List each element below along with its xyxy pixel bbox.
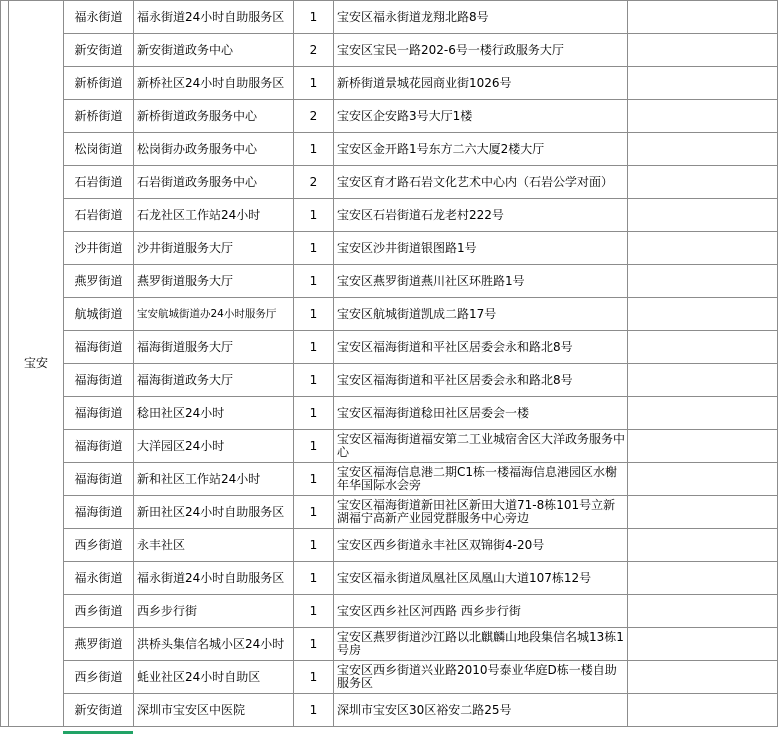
street-cell[interactable]: 福永街道 xyxy=(64,1,134,34)
empty-cell[interactable] xyxy=(628,331,778,364)
empty-cell[interactable] xyxy=(628,496,778,529)
address-cell[interactable]: 新桥街道景城花园商业街1026号 xyxy=(334,67,628,100)
count-cell[interactable]: 1 xyxy=(294,661,334,694)
empty-cell[interactable] xyxy=(628,430,778,463)
address-cell[interactable]: 宝安区航城街道凯成二路17号 xyxy=(334,298,628,331)
service-name-cell[interactable]: 永丰社区 xyxy=(134,529,294,562)
service-name-cell[interactable]: 宝安航城街道办24小时服务厅 xyxy=(134,298,294,331)
service-name-cell[interactable]: 蚝业社区24小时自助区 xyxy=(134,661,294,694)
service-name-cell[interactable]: 福海街道服务大厅 xyxy=(134,331,294,364)
table-row xyxy=(1,694,778,727)
empty-cell[interactable] xyxy=(1,1,9,727)
table-row xyxy=(1,100,778,133)
table-row xyxy=(1,397,778,430)
table-row xyxy=(1,1,778,34)
service-name-cell[interactable]: 松岗街办政务服务中心 xyxy=(134,133,294,166)
table-row xyxy=(1,265,778,298)
street-cell[interactable]: 西乡街道 xyxy=(64,661,134,694)
address-cell[interactable]: 宝安区福永街道凤凰社区凤凰山大道107栋12号 xyxy=(334,562,628,595)
count-cell[interactable]: 2 xyxy=(294,34,334,67)
street-cell[interactable]: 新桥街道 xyxy=(64,67,134,100)
count-cell[interactable]: 1 xyxy=(294,265,334,298)
empty-cell[interactable] xyxy=(628,67,778,100)
address-cell[interactable]: 宝安区福海街道和平社区居委会永和路北8号 xyxy=(334,331,628,364)
street-cell[interactable]: 石岩街道 xyxy=(64,166,134,199)
address-cell[interactable]: 宝安区燕罗街道燕川社区环胜路1号 xyxy=(334,265,628,298)
empty-cell[interactable] xyxy=(628,166,778,199)
count-cell[interactable]: 1 xyxy=(294,1,334,34)
empty-cell[interactable] xyxy=(628,100,778,133)
empty-cell[interactable] xyxy=(628,1,778,34)
address-cell[interactable]: 宝安区西乡社区河西路 西乡步行街 xyxy=(334,595,628,628)
count-cell[interactable]: 1 xyxy=(294,298,334,331)
street-cell[interactable]: 福海街道 xyxy=(64,364,134,397)
street-cell[interactable]: 石岩街道 xyxy=(64,199,134,232)
street-cell[interactable]: 沙井街道 xyxy=(64,232,134,265)
street-cell[interactable]: 福海街道 xyxy=(64,397,134,430)
count-cell[interactable]: 1 xyxy=(294,397,334,430)
service-name-cell[interactable]: 新桥社区24小时自助服务区 xyxy=(134,67,294,100)
table-row xyxy=(1,298,778,331)
service-name-cell[interactable]: 石岩街道政务服务中心 xyxy=(134,166,294,199)
empty-cell[interactable] xyxy=(628,661,778,694)
empty-cell[interactable] xyxy=(628,463,778,496)
table-body xyxy=(1,1,778,727)
table-row xyxy=(1,661,778,694)
count-cell[interactable]: 1 xyxy=(294,628,334,661)
street-cell[interactable]: 福海街道 xyxy=(64,430,134,463)
empty-cell[interactable] xyxy=(628,364,778,397)
service-name-cell[interactable]: 新和社区工作站24小时 xyxy=(134,463,294,496)
service-name-cell[interactable]: 大洋园区24小时 xyxy=(134,430,294,463)
table-row xyxy=(1,529,778,562)
count-cell[interactable]: 2 xyxy=(294,166,334,199)
table-row xyxy=(1,34,778,67)
street-cell[interactable]: 西乡街道 xyxy=(64,595,134,628)
address-cell[interactable]: 宝安区沙井街道银图路1号 xyxy=(334,232,628,265)
empty-cell[interactable] xyxy=(628,595,778,628)
empty-cell[interactable] xyxy=(628,265,778,298)
address-cell[interactable]: 宝安区育才路石岩文化艺术中心内（石岩公学对面） xyxy=(334,166,628,199)
service-name-cell[interactable]: 福海街道政务大厅 xyxy=(134,364,294,397)
table-row xyxy=(1,199,778,232)
count-cell[interactable]: 1 xyxy=(294,562,334,595)
count-cell[interactable]: 1 xyxy=(294,694,334,727)
service-name-cell[interactable]: 洪桥头集信名城小区24小时 xyxy=(134,628,294,661)
street-cell[interactable]: 福海街道 xyxy=(64,463,134,496)
service-name-cell[interactable]: 新田社区24小时自助服务区 xyxy=(134,496,294,529)
table-row xyxy=(1,430,778,463)
count-cell[interactable]: 1 xyxy=(294,133,334,166)
address-cell[interactable]: 宝安区西乡街道永丰社区双锦街4-20号 xyxy=(334,529,628,562)
table-row xyxy=(1,463,778,496)
count-cell[interactable]: 1 xyxy=(294,463,334,496)
count-cell[interactable]: 1 xyxy=(294,496,334,529)
count-cell[interactable]: 1 xyxy=(294,529,334,562)
selected-cell-indicator xyxy=(63,731,133,734)
empty-cell[interactable] xyxy=(628,694,778,727)
count-cell[interactable]: 1 xyxy=(294,364,334,397)
table-row xyxy=(1,133,778,166)
address-cell[interactable]: 宝安区企安路3号大厅1楼 xyxy=(334,100,628,133)
address-cell[interactable]: 宝安区福海街道稔田社区居委会一楼 xyxy=(334,397,628,430)
street-cell[interactable]: 福永街道 xyxy=(64,562,134,595)
count-cell[interactable]: 1 xyxy=(294,199,334,232)
service-name-cell[interactable]: 稔田社区24小时 xyxy=(134,397,294,430)
address-cell[interactable]: 宝安区石岩街道石龙老村222号 xyxy=(334,199,628,232)
table-row xyxy=(1,595,778,628)
address-cell[interactable]: 宝安区福海信息港二期C1栋一楼福海信息港园区水榭年华国际水会旁 xyxy=(334,463,628,496)
street-cell[interactable]: 航城街道 xyxy=(64,298,134,331)
service-name-cell[interactable]: 福永街道24小时自助服务区 xyxy=(134,1,294,34)
street-cell[interactable]: 燕罗街道 xyxy=(64,628,134,661)
table-row xyxy=(1,166,778,199)
region-cell[interactable]: 宝安 xyxy=(9,1,64,727)
empty-cell[interactable] xyxy=(628,529,778,562)
service-name-cell[interactable]: 西乡步行街 xyxy=(134,595,294,628)
empty-cell[interactable] xyxy=(628,232,778,265)
service-name-cell[interactable]: 福永街道24小时自助服务区 xyxy=(134,562,294,595)
service-name-cell[interactable]: 燕罗街道服务大厅 xyxy=(134,265,294,298)
service-name-cell[interactable]: 深圳市宝安区中医院 xyxy=(134,694,294,727)
service-name-cell[interactable]: 沙井街道服务大厅 xyxy=(134,232,294,265)
address-cell[interactable]: 宝安区福永街道龙翔北路8号 xyxy=(334,1,628,34)
address-cell[interactable]: 宝安区西乡街道兴业路2010号泰业华庭D栋一楼自助服务区 xyxy=(334,661,628,694)
count-cell[interactable]: 1 xyxy=(294,595,334,628)
address-cell[interactable]: 宝安区福海街道新田社区新田大道71-8栋101号立新湖福宁高新产业园党群服务中心旁边 xyxy=(334,496,628,529)
street-cell[interactable]: 新安街道 xyxy=(64,694,134,727)
empty-cell[interactable] xyxy=(628,34,778,67)
address-cell[interactable]: 宝安区宝民一路202-6号一楼行政服务大厅 xyxy=(334,34,628,67)
count-cell[interactable]: 2 xyxy=(294,100,334,133)
table-row xyxy=(1,331,778,364)
empty-cell[interactable] xyxy=(628,628,778,661)
table-row xyxy=(1,67,778,100)
street-cell[interactable]: 新桥街道 xyxy=(64,100,134,133)
service-name-cell[interactable]: 石龙社区工作站24小时 xyxy=(134,199,294,232)
empty-cell[interactable] xyxy=(628,298,778,331)
street-cell[interactable]: 福海街道 xyxy=(64,331,134,364)
empty-cell[interactable] xyxy=(628,397,778,430)
street-cell[interactable]: 燕罗街道 xyxy=(64,265,134,298)
service-name-cell[interactable]: 新安街道政务中心 xyxy=(134,34,294,67)
empty-cell[interactable] xyxy=(628,199,778,232)
empty-cell[interactable] xyxy=(628,133,778,166)
address-cell[interactable]: 宝安区金开路1号东方二六大厦2楼大厅 xyxy=(334,133,628,166)
address-cell[interactable]: 宝安区福海街道和平社区居委会永和路北8号 xyxy=(334,364,628,397)
street-cell[interactable]: 西乡街道 xyxy=(64,529,134,562)
count-cell[interactable]: 1 xyxy=(294,430,334,463)
table-row xyxy=(1,562,778,595)
address-cell[interactable]: 宝安区燕罗街道沙江路以北麒麟山地段集信名城13栋1号房 xyxy=(334,628,628,661)
service-name-cell[interactable]: 新桥街道政务服务中心 xyxy=(134,100,294,133)
address-cell[interactable]: 深圳市宝安区30区裕安二路25号 xyxy=(334,694,628,727)
table-row xyxy=(1,232,778,265)
table-row xyxy=(1,496,778,529)
street-cell[interactable]: 福海街道 xyxy=(64,496,134,529)
street-cell[interactable]: 新安街道 xyxy=(64,34,134,67)
count-cell[interactable]: 1 xyxy=(294,331,334,364)
table-row xyxy=(1,628,778,661)
count-cell[interactable]: 1 xyxy=(294,232,334,265)
table-row xyxy=(1,364,778,397)
count-cell[interactable]: 1 xyxy=(294,67,334,100)
street-cell[interactable]: 松岗街道 xyxy=(64,133,134,166)
address-cell[interactable]: 宝安区福海街道福安第二工业城宿舍区大洋政务服务中心 xyxy=(334,430,628,463)
empty-cell[interactable] xyxy=(628,562,778,595)
